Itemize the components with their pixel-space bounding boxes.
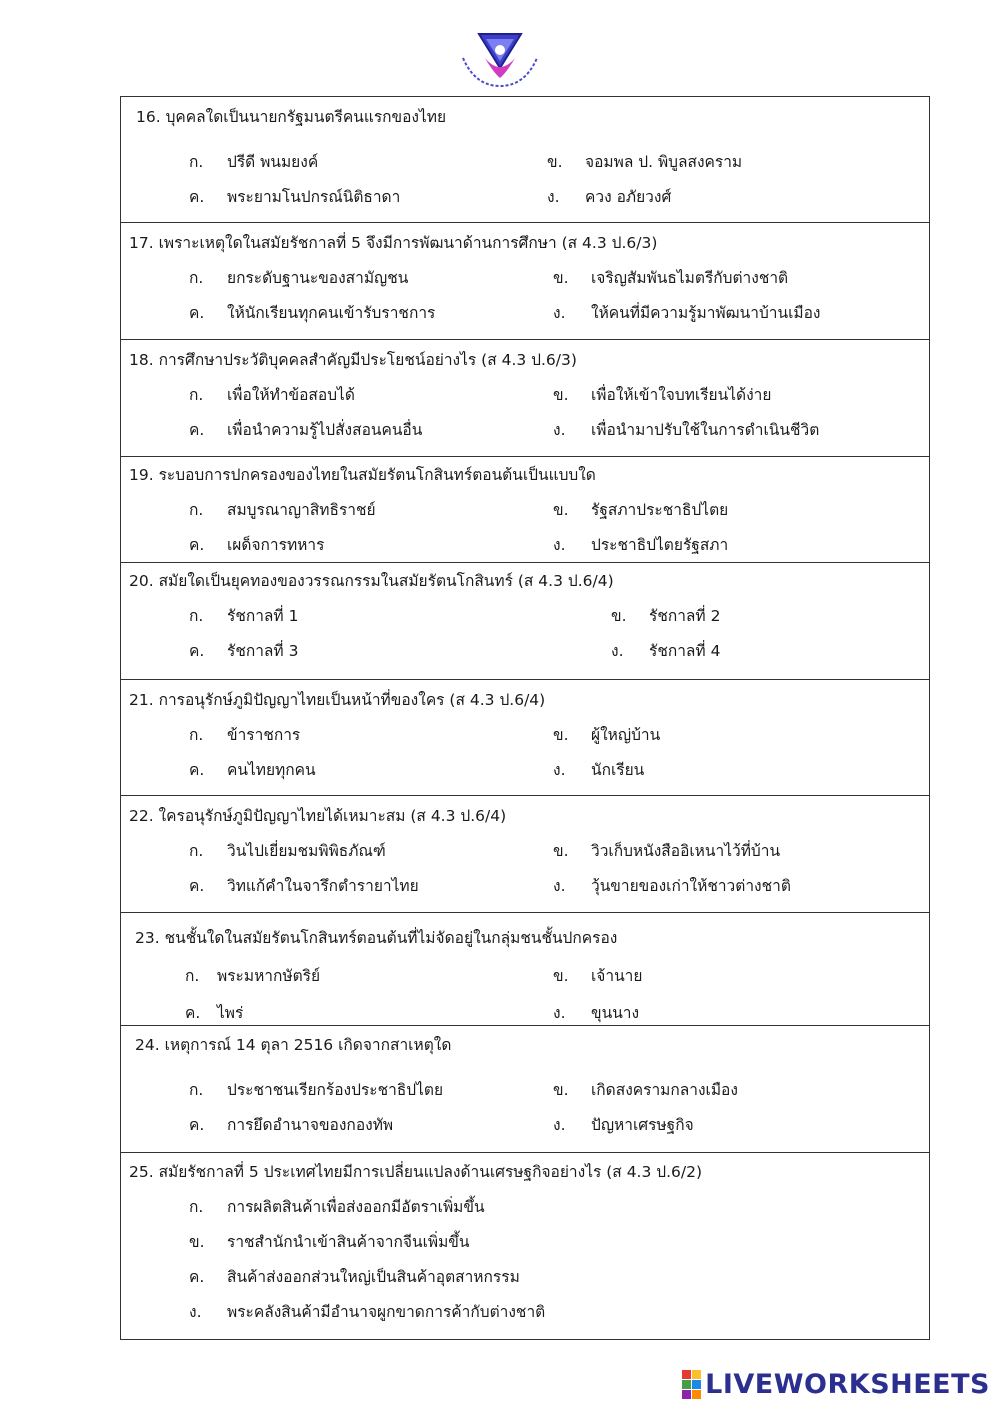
option-d[interactable]: ง. ประชาธิปไตยรัฐสภา: [553, 536, 729, 554]
question-25: [121, 1153, 929, 1339]
option-c[interactable]: ค. ให้นักเรียนทุกคนเข้ารับราชการ: [189, 304, 436, 322]
option-c[interactable]: ค. คนไทยทุกคน: [189, 761, 316, 779]
option-b[interactable]: ข. จอมพล ป. พิบูลสงคราม: [547, 153, 743, 171]
liveworksheets-logo-icon: [682, 1370, 701, 1399]
option-c[interactable]: ค. ไพร่: [185, 1004, 244, 1022]
option-c[interactable]: ค. วิทแก้คำในจารึกตำรายาไทย: [189, 877, 419, 895]
option-a[interactable]: ก. ยกระดับฐานะของสามัญชน: [189, 269, 409, 287]
question-title: 24. เหตุการณ์ 14 ตุลา 2516 เกิดจากสาเหตุใด: [135, 1036, 452, 1054]
option-d[interactable]: ง. วุ้นขายของเก่าให้ชาวต่างชาติ: [553, 877, 791, 895]
question-17: [121, 223, 929, 340]
question-title: 25. สมัยรัชกาลที่ 5 ประเทศไทยมีการเปลี่ยนแปลงด้านเศรษฐกิจอย่างไร (ส 4.3 ป.6/2): [129, 1163, 703, 1181]
question-title: 21. การอนุรักษ์ภูมิปัญญาไทยเป็นหน้าที่ของใคร (ส 4.3 ป.6/4): [129, 691, 546, 709]
option-b[interactable]: ข. เจ้านาย: [553, 967, 643, 985]
option-c[interactable]: ค. การยึดอำนาจของกองทัพ: [189, 1116, 394, 1134]
option-b[interactable]: ข. เพื่อให้เข้าใจบทเรียนได้ง่าย: [553, 386, 772, 404]
brand-name: LIVEWORKSHEETS: [705, 1369, 990, 1400]
option-a[interactable]: ก. ข้าราชการ: [189, 726, 301, 744]
question-20: [121, 563, 929, 680]
option-c[interactable]: ค. พระยามโนปกรณ์นิติธาดา: [189, 188, 401, 206]
option-a[interactable]: ก. เพื่อให้ทำข้อสอบได้: [189, 386, 355, 404]
option-d[interactable]: ง. ให้คนที่มีความรู้มาพัฒนาบ้านเมือง: [553, 304, 821, 322]
question-title: 20. สมัยใดเป็นยุคทองของวรรณกรรมในสมัยรัตนโกสินทร์ (ส 4.3 ป.6/4): [129, 572, 614, 590]
option-a[interactable]: ก. การผลิตสินค้าเพื่อส่งออกมีอัตราเพิ่มขึ้น: [189, 1198, 485, 1216]
option-b[interactable]: ข. รัฐสภาประชาธิปไตย: [553, 501, 729, 519]
option-a[interactable]: ก. สมบูรณาญาสิทธิราชย์: [189, 501, 376, 519]
question-title: 16. บุคคลใดเป็นนายกรัฐมนตรีคนแรกของไทย: [136, 108, 447, 126]
question-24: [121, 1026, 929, 1153]
option-d[interactable]: ง. พระคลังสินค้ามีอำนาจผูกขาดการค้ากับต่างชาติ: [189, 1303, 546, 1321]
question-19: [121, 457, 929, 563]
option-c[interactable]: ค. รัชกาลที่ 3: [189, 642, 299, 660]
question-22: [121, 796, 929, 913]
option-a[interactable]: ก. วินไปเยี่ยมชมพิพิธภัณฑ์: [189, 842, 386, 860]
question-title: 18. การศึกษาประวัติบุคคลสำคัญมีประโยชน์อย่างไร (ส 4.3 ป.6/3): [129, 351, 577, 369]
option-a[interactable]: ก. ปรีดี พนมยงค์: [189, 153, 319, 171]
option-d[interactable]: ง. ควง อภัยวงศ์: [547, 188, 672, 206]
option-a[interactable]: ก. พระมหากษัตริย์: [185, 967, 321, 985]
option-b[interactable]: ข. เจริญสัมพันธไมตรีกับต่างชาติ: [553, 269, 789, 287]
option-c[interactable]: ค. สินค้าส่งออกส่วนใหญ่เป็นสินค้าอุตสาหกรรม: [189, 1268, 520, 1286]
option-b[interactable]: ข. รัชกาลที่ 2: [611, 607, 721, 625]
option-b[interactable]: ข. ราชสำนักนำเข้าสินค้าจากจีนเพิ่มขึ้น: [189, 1233, 470, 1251]
question-title: 23. ชนชั้นใดในสมัยรัตนโกสินทร์ตอนต้นที่ไม่จัดอยู่ในกลุ่มชนชั้นปกครอง: [135, 929, 618, 947]
option-a[interactable]: ก. ประชาชนเรียกร้องประชาธิปไตย: [189, 1081, 444, 1099]
option-b[interactable]: ข. วิวเก็บหนังสืออิเหนาไว้ที่บ้าน: [553, 842, 781, 860]
option-d[interactable]: ง. เพื่อนำมาปรับใช้ในการดำเนินชีวิต: [553, 421, 820, 439]
option-d[interactable]: ง. รัชกาลที่ 4: [611, 642, 721, 660]
option-a[interactable]: ก. รัชกาลที่ 1: [189, 607, 299, 625]
option-d[interactable]: ง. ปัญหาเศรษฐกิจ: [553, 1116, 694, 1134]
option-c[interactable]: ค. เพื่อนำความรู้ไปสั่งสอนคนอื่น: [189, 421, 423, 439]
option-d[interactable]: ง. นักเรียน: [553, 761, 645, 779]
option-d[interactable]: ง. ขุนนาง: [553, 1004, 640, 1022]
question-23: [121, 913, 929, 1026]
question-21: [121, 680, 929, 796]
question-title: 22. ใครอนุรักษ์ภูมิปัญญาไทยได้เหมาะสม (ส 4.3 ป.6/4): [129, 807, 507, 825]
option-c[interactable]: ค. เผด็จการทหาร: [189, 536, 325, 554]
question-16: [121, 97, 929, 223]
question-title: 17. เพราะเหตุใดในสมัยรัชกาลที่ 5 จึงมีการพัฒนาด้านการศึกษา (ส 4.3 ป.6/3): [129, 234, 658, 252]
question-table: [120, 96, 930, 1340]
school-logo: [455, 28, 545, 90]
liveworksheets-footer[interactable]: [682, 1369, 990, 1400]
option-b[interactable]: ข. ผู้ใหญ่บ้าน: [553, 726, 661, 744]
option-b[interactable]: ข. เกิดสงครามกลางเมือง: [553, 1081, 738, 1099]
question-title: 19. ระบอบการปกครองของไทยในสมัยรัตนโกสินทร์ตอนต้นเป็นแบบใด: [129, 466, 596, 484]
question-18: [121, 340, 929, 457]
